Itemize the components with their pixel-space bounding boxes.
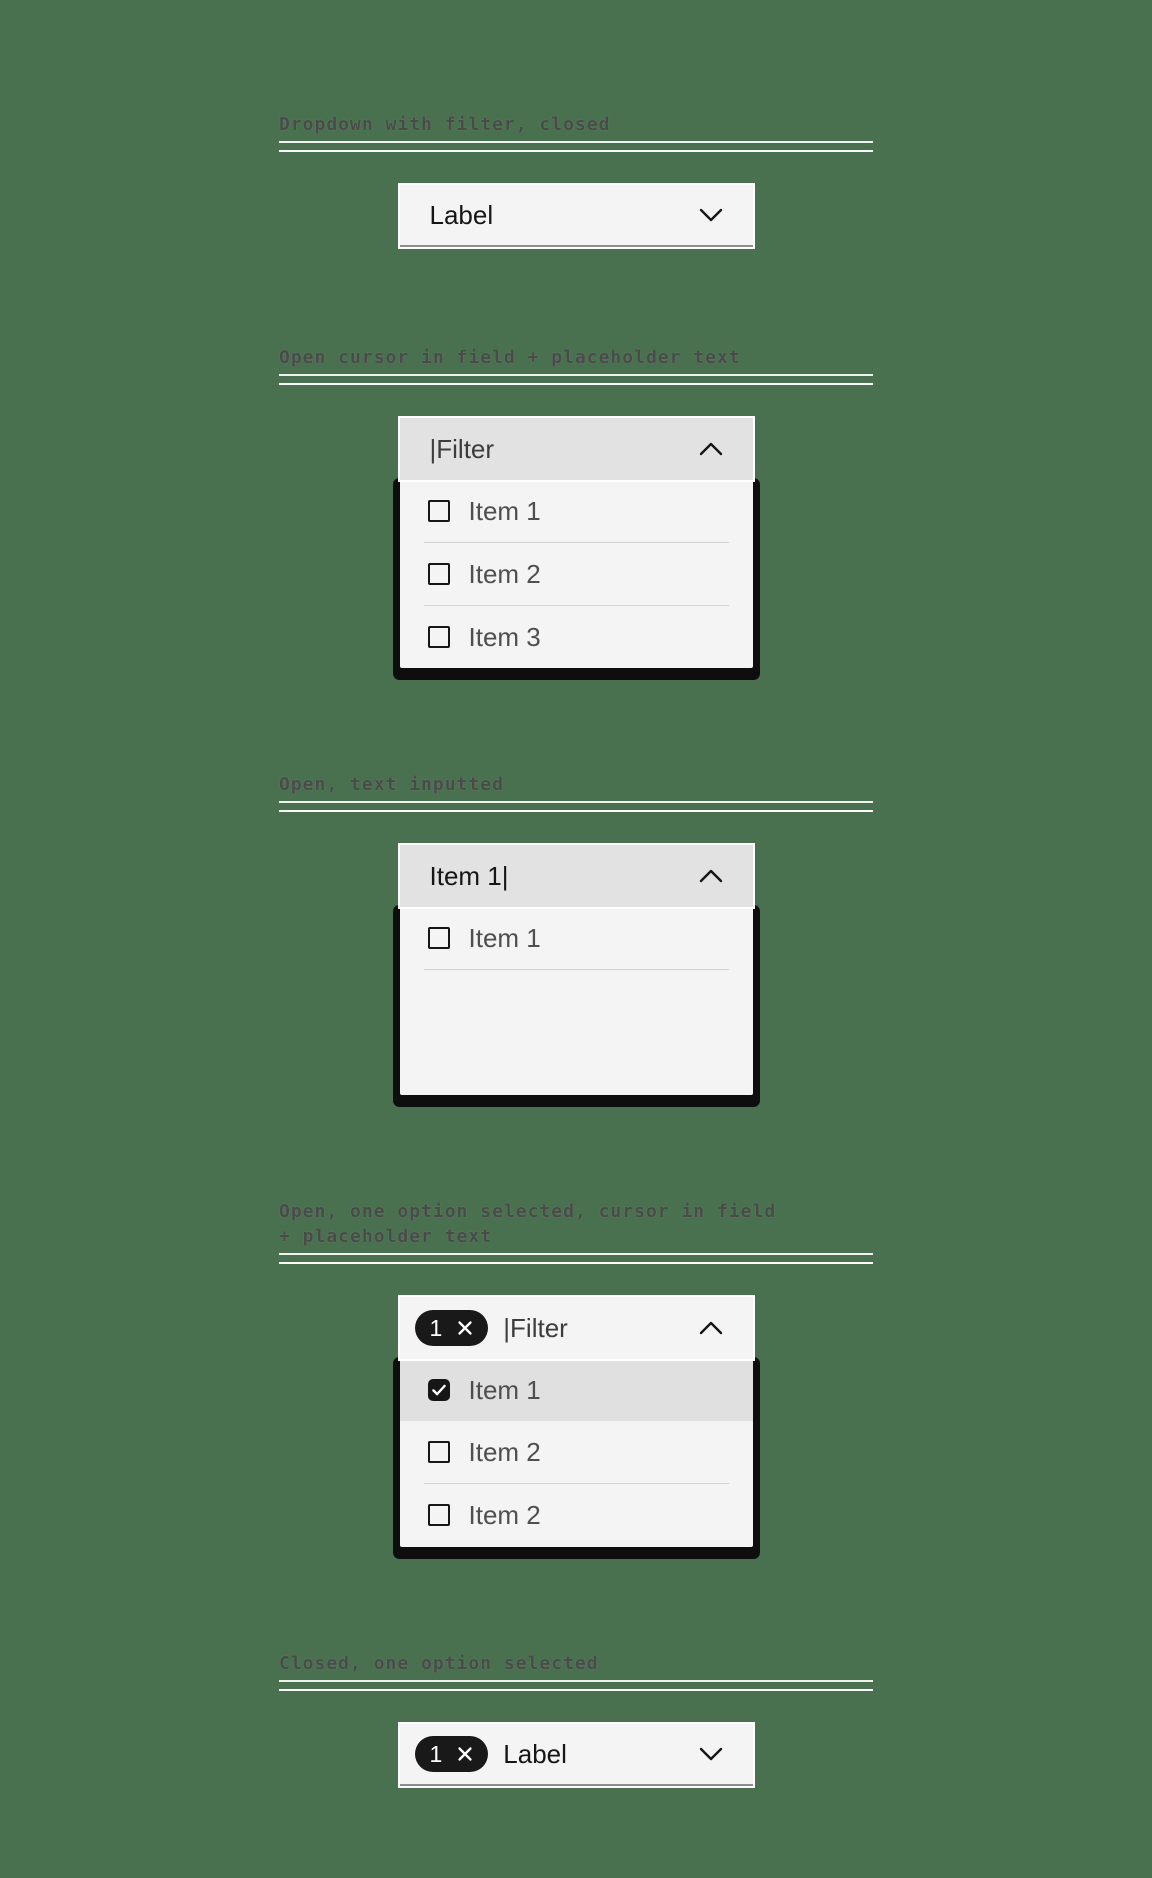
- filter-input-value[interactable]: Item 1|: [429, 860, 509, 891]
- tag-close-icon[interactable]: [457, 1320, 473, 1336]
- selected-count-tag[interactable]: [415, 1736, 489, 1772]
- section-closed-selected: [279, 1651, 873, 1786]
- heading-rule: [279, 374, 873, 385]
- menu-item[interactable]: [400, 907, 753, 969]
- chevron-up-icon[interactable]: [699, 442, 723, 456]
- menu-item-label: Item 3: [468, 621, 541, 652]
- chevron-up-icon[interactable]: [699, 1321, 723, 1335]
- menu-divider: [424, 969, 729, 970]
- checkbox-checked-icon[interactable]: [428, 1379, 450, 1401]
- checkbox-unchecked-icon[interactable]: [428, 626, 450, 648]
- menu-item[interactable]: [400, 480, 753, 542]
- checkbox-unchecked-icon[interactable]: [428, 563, 450, 585]
- chevron-up-icon[interactable]: [699, 869, 723, 883]
- heading-rule: [279, 141, 873, 152]
- section-heading: Open cursor in field + placeholder text: [279, 347, 741, 368]
- dropdown-open: [400, 1297, 753, 1547]
- section-heading: + placeholder text: [279, 1226, 493, 1247]
- section-open-placeholder: [279, 345, 873, 668]
- dropdown-open: [400, 418, 753, 668]
- checkbox-unchecked-icon[interactable]: [428, 927, 450, 949]
- section-closed: [279, 112, 873, 247]
- tag-close-icon[interactable]: [457, 1746, 473, 1762]
- dropdown-label: Label: [429, 199, 494, 230]
- dropdown-open: [400, 845, 753, 1095]
- menu-item-label: Item 1: [468, 1374, 541, 1405]
- filter-input-value[interactable]: |Filter: [503, 1312, 568, 1343]
- dropdown-menu: [400, 1359, 753, 1547]
- menu-item[interactable]: [400, 543, 753, 605]
- heading-rule: [279, 1680, 873, 1691]
- menu-item[interactable]: [400, 1421, 753, 1483]
- section-heading: Open, text inputted: [279, 774, 504, 795]
- selected-count-tag[interactable]: [415, 1310, 489, 1346]
- dropdown-field[interactable]: [400, 185, 753, 247]
- checkbox-unchecked-icon[interactable]: [428, 1441, 450, 1463]
- menu-item-selected[interactable]: [400, 1359, 753, 1421]
- menu-item[interactable]: [400, 606, 753, 668]
- tag-count: 1: [429, 1740, 443, 1767]
- checkbox-unchecked-icon[interactable]: [428, 500, 450, 522]
- section-heading: Closed, one option selected: [279, 1653, 599, 1674]
- content-column: [279, 0, 873, 1786]
- dropdown-label: Label: [503, 1738, 567, 1769]
- menu-item-label: Item 2: [468, 558, 541, 589]
- dropdown-field[interactable]: [400, 845, 753, 907]
- dropdown-field[interactable]: [400, 1724, 753, 1786]
- menu-item-label: Item 1: [468, 922, 541, 953]
- tag-count: 1: [429, 1314, 443, 1341]
- menu-item[interactable]: [400, 1484, 753, 1546]
- chevron-down-icon[interactable]: [699, 208, 723, 222]
- section-heading: Dropdown with filter, closed: [279, 114, 611, 135]
- section-open-typed: [279, 772, 873, 1095]
- dropdown-menu: [400, 907, 753, 1095]
- menu-item-label: Item 2: [468, 1499, 541, 1530]
- dropdown-field[interactable]: [400, 418, 753, 480]
- menu-item-label: Item 1: [468, 495, 541, 526]
- menu-item-label: Item 2: [468, 1436, 541, 1467]
- section-open-selected: [279, 1199, 873, 1547]
- filter-input-value[interactable]: |Filter: [429, 433, 495, 464]
- heading-rule: [279, 801, 873, 812]
- heading-rule: [279, 1253, 873, 1264]
- dropdown-closed: [400, 185, 753, 247]
- chevron-down-icon[interactable]: [699, 1747, 723, 1761]
- dropdown-menu: [400, 480, 753, 668]
- checkbox-unchecked-icon[interactable]: [428, 1504, 450, 1526]
- section-heading: Open, one option selected, cursor in field: [279, 1201, 777, 1222]
- dropdown-closed: [400, 1724, 753, 1786]
- dropdown-field[interactable]: [400, 1297, 753, 1359]
